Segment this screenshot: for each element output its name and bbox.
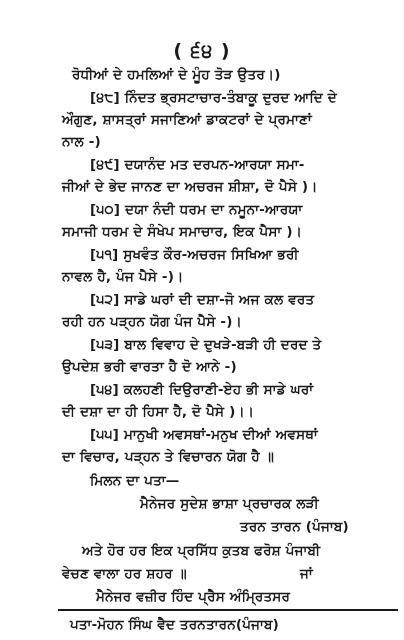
entry-48-line-1: [੪੮] ਨਿੰਦਤ ਭ੍ਰਸਟਾਚਾਰ-ਤੰਬਾਕੂ ਦੁਰਦ ਆਦਿ ਦੇ [90,90,337,106]
entry-55-line-2: ਦਾ ਵਿਚਾਰ, ਪੜ੍ਹਨ ਤੇ ਵਿਚਾਰਨ ਯੋਗ ਹੈ ॥ [62,449,275,465]
bookseller-line-2: ਵੇਚਣ ਵਾਲਾ ਹਰ ਸ਼ਹਰ ॥ [62,566,187,582]
entry-51-line-1: [੫੧] ਸੁਖਵੰਤ ਕੌਰ-ਅਚਰਜ ਸਿਖਿਆ ਭਰੀ [90,247,299,263]
intro-line-continuation: ਰੋਧੀਆਂ ਦੇ ਹਮਲਿਆਂ ਦੇ ਮੂੰਹ ਤੋੜ ਉਤਰ।) [72,67,281,83]
page-number: ( ੬੪ ) [173,40,231,62]
entry-49-line-2: ਜੀਆਂ ਦੇ ਭੇਦ ਜਾਨਣ ਦਾ ਅਚਰਜ ਸ਼ੀਸ਼ਾ, ਦੋ ਪੈਸੇ )। [62,179,318,195]
publisher-name: ਮੈਨੇਜਰ ਸੁਦੇਸ਼ ਭਾਸ਼ਾ ਪ੍ਰਚਾਰਕ ਲੜੀ [140,496,319,512]
entry-51-line-2: ਨਾਵਲ ਹੈ, ਪੰਜ ਪੈਸੇ -)। [62,269,184,285]
footer-divider [58,609,398,611]
bookseller-line-1: ਅਤੇ ਹੋਰ ਹਰ ਇਕ ਪ੍ਰਸਿੱਧ ਕੁਤਬ ਫਰੋਸ਼ ਪੰਜਾਬੀ [82,543,321,559]
footer-address: ਪਤਾ-ਮੋਹਨ ਸਿੰਘ ਵੈਦ ਤਰਨਤਾਰਨ(ਪੰਜਾਬ) [70,617,279,633]
entry-52-line-1: [੫੨] ਸਾਡੇ ਘਰਾਂ ਦੀ ਦਸ਼ਾ-ਜੋ ਅਜ ਕਲ ਵਰਤ [90,292,315,308]
entry-53-line-1: [੫੩] ਬਾਲ ਵਿਵਾਹ ਦੇ ਦੁਖੜੇ-ਬੜੀ ਹੀ ਦਰਦ ਤੇ [90,337,322,353]
entry-54-line-2: ਦੀ ਦਸ਼ਾ ਦਾ ਹੀ ਹਿਸਾ ਹੈ, ਦੋ ਪੈਸੇ )।। [62,404,255,420]
entry-48-line-2: ਔਗੁਣ, ਸ਼ਾਸਤ੍ਰਾਂ ਸਜਾਣਿਆਂ ਡਾਕਟਰਾਂ ਦੇ ਪ੍ਰਮਾਣਾਂ [62,112,312,128]
entry-52-line-2: ਰਹੀ ਹਨ ਪੜ੍ਹਨ ਯੋਗ ਪੰਜ ਪੈਸੇ -)। [62,314,242,330]
entry-50-line-1: [੫੦] ਦਯਾ ਨੰਦੀ ਧਰਮ ਦਾ ਨਮੂਨਾ-ਆਰਯਾ [90,202,303,218]
or-word: ਜਾਂ [300,566,313,582]
entry-49-line-1: [੪੯] ਦਯਾਨੰਦ ਮਤ ਦਰਪਨ-ਆਰਯਾ ਸਮਾ- [90,157,305,173]
press-name: ਮੈਨੇਜਰ ਵਜ਼ੀਰ ਹਿੰਦ ਪ੍ਰੈਸ ਅੰਮ੍ਰਿਤਸਰ [96,589,291,605]
entry-55-line-1: [੫੫] ਮਾਨੁਖੀ ਅਵਸਥਾਂ-ਮਨੁਖ ਦੀਆਂ ਅਵਸਥਾਂ [90,427,318,443]
entry-53-line-2: ਉਪਦੇਸ਼ ਭਰੀ ਵਾਰਤਾ ਹੈ ਦੋ ਆਨੇ -) [62,359,237,375]
publisher-city: ਤਰਨ ਤਾਰਨ (ਪੰਜਾਬ) [240,519,349,535]
address-heading: ਮਿਲਨ ਦਾ ਪਤਾ— [90,473,180,489]
entry-50-line-2: ਸਮਾਜੀ ਧਰਮ ਦੇ ਸੰਖੇਪ ਸਮਾਚਾਰ, ਇਕ ਪੈਸਾ )। [62,224,303,240]
entry-54-line-1: [੫੪] ਕਲਹਣੀ ਦਿਉਰਾਣੀ-ਏਹ ਭੀ ਸਾਡੇ ਘਰਾਂ [90,382,314,398]
entry-48-line-3: ਨਾਲ -) [62,134,101,150]
